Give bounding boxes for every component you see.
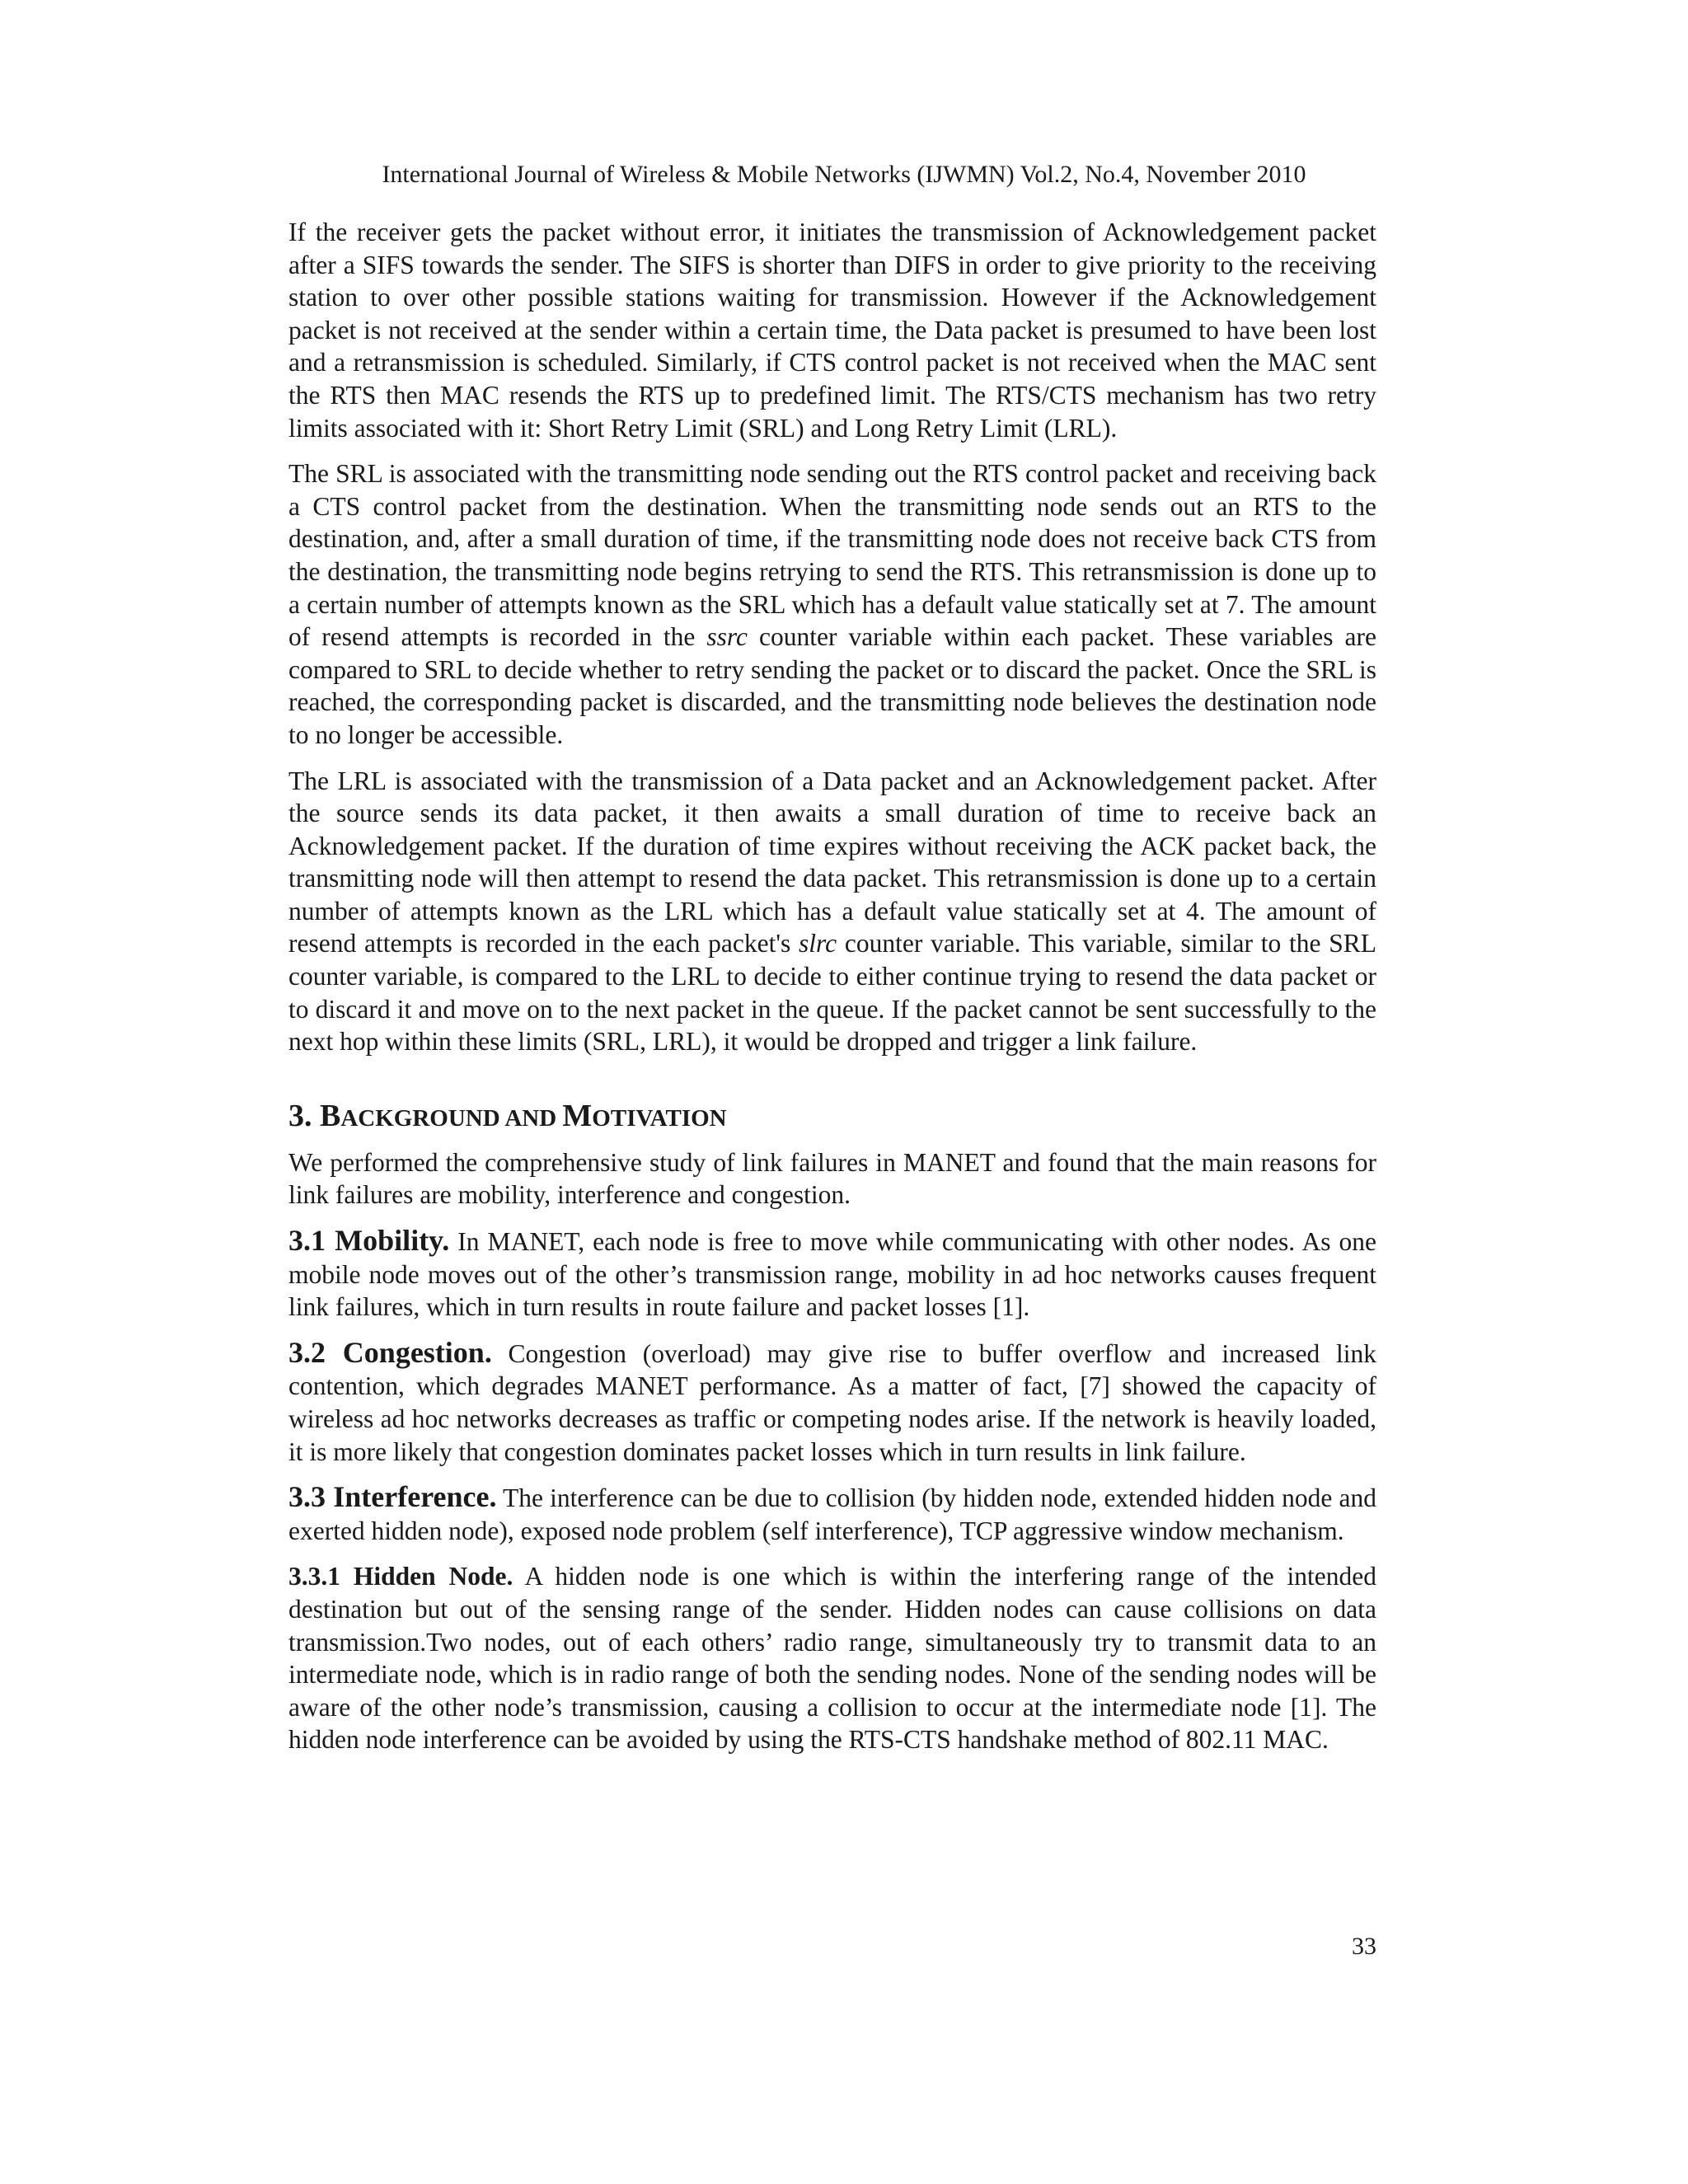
section-title-part: OTIVATION xyxy=(592,1104,727,1132)
page-number: 33 xyxy=(1352,1933,1376,1960)
paragraph-srl xyxy=(288,457,1376,751)
paragraph-text: The SRL is associated with the transmitting node sending out the RTS control packet and receiving back a CTS control packet from the destination. When the transmitting node sends out an RTS to the destination, and, after a small duration of time, if the transmitting node does not receive back CTS from the destination, the transmitting node begins retrying to send the RTS. This retransmission is done up to a certain number of attempts known as the SRL which has a default value statically set at 7. The amount of resend attempts is recorded in the xyxy=(288,459,1376,652)
section-heading xyxy=(288,1096,1376,1138)
subsection-heading: 3.2 Congestion. xyxy=(288,1335,492,1369)
subsection-text: Congestion (overload) may give rise to buffer overflow and increased link contention, which degrades MANET performance. As a matter of fact, [7] showed the capacity of wireless ad hoc networks decreases as traffic or competing nodes arise. If the network is heavily loaded, it is more likely that congestion dominates packet losses which in turn results in link failure. xyxy=(288,1338,1376,1466)
paragraph-text: counter variable. This variable, similar to the SRL counter variable, is compared to the LRL to decide to either continue trying to resend the data packet or to discard it and move on to the next packet in the queue. If the packet cannot be sent successfully to the next hop within these limits (SRL, LRL), it would be dropped and trigger a link failure. xyxy=(288,929,1376,1057)
running-header: International Journal of Wireless & Mobile Networks (IJWMN) Vol.2, No.4, November 2010 xyxy=(382,161,1306,188)
paragraph-ack-retransmission: If the receiver gets the packet without error, it initiates the transmission of Acknowledgement packet after a SIFS towards the sender. The SIFS is shorter than DIFS in order to give priority to the receiving station to over other possible stations waiting for transmission. However if the Acknowledgement packet is not received at the sender within a certain time, the Data packet is presumed to have been lost and a retransmission is scheduled. Similarly, if CTS control packet is not received when the MAC sent the RTS then MAC resends the RTS up to predefined limit. The RTS/CTS mechanism has two retry limits associated with it: Short Retry Limit (SRL) and Long Retry Limit (LRL). xyxy=(288,218,1376,443)
section-title-part: B xyxy=(320,1098,341,1133)
section-intro: We performed the comprehensive study of link failures in MANET and found that the main reasons for link failures are mobility, interference and congestion. xyxy=(288,1147,1376,1210)
paragraph-text: counter variable within each packet. These variables are compared to SRL to decide whether to retry sending the packet or to discard the packet. Once the SRL is reached, the corresponding packet is discarded, and the transmitting node believes the destination node to no longer be accessible. xyxy=(288,622,1376,749)
body-content xyxy=(288,216,1376,1769)
section-title-part: M xyxy=(562,1098,593,1133)
subsection-heading: 3.3 Interference. xyxy=(288,1480,497,1514)
section-number: 3. xyxy=(288,1098,320,1133)
subsection-heading: 3.1 Mobility. xyxy=(288,1224,450,1258)
subsection-text: In MANET, each node is free to move while communicating with other nodes. As one mobile node moves out of the other’s transmission range, mobility in ad hoc networks causes frequent link failures, which in turn results in route failure and packet losses [1]. xyxy=(288,1227,1376,1322)
paragraph-lrl xyxy=(288,765,1376,1058)
subsection-interference xyxy=(288,1481,1376,1547)
subsection-congestion xyxy=(288,1337,1376,1468)
subsection-hidden-node xyxy=(288,1560,1376,1756)
subsection-heading: 3.3.1 Hidden Node. xyxy=(288,1562,513,1591)
subsection-text: The interference can be due to collision (by hidden node, extended hidden node and exerted hidden node), exposed node problem (self interference), TCP aggressive window mechanism. xyxy=(288,1483,1376,1545)
subsection-text: A hidden node is one which is within the interfering range of the intended destination but out of the sensing range of the sender. Hidden nodes can cause collisions on data transmission.Two nodes, out of each others’ radio range, simultaneously try to transmit data to an intermediate node, which is in radio range of both the sending nodes. None of the sending nodes will be aware of the other node’s transmission, causing a collision to occur at the intermediate node [1]. The hidden node interference can be avoided by using the RTS-CTS handshake method of 802.11 MAC. xyxy=(288,1562,1376,1755)
paragraph-text: The LRL is associated with the transmission of a Data packet and an Acknowledgement packet. After the source sends its data packet, it then awaits a small duration of time to receive back an Acknowledgement packet. If the duration of time expires without receiving the ACK packet back, the transmitting node will then attempt to resend the data packet. This retransmission is done up to a certain number of attempts known as the LRL which has a default value statically set at 4. The amount of resend attempts is recorded in the each packet's xyxy=(288,766,1376,958)
section-title-part: ACKGROUND AND xyxy=(340,1104,563,1132)
slrc-term: slrc xyxy=(799,929,837,958)
subsection-mobility xyxy=(288,1225,1376,1324)
ssrc-term: ssrc xyxy=(706,622,748,652)
